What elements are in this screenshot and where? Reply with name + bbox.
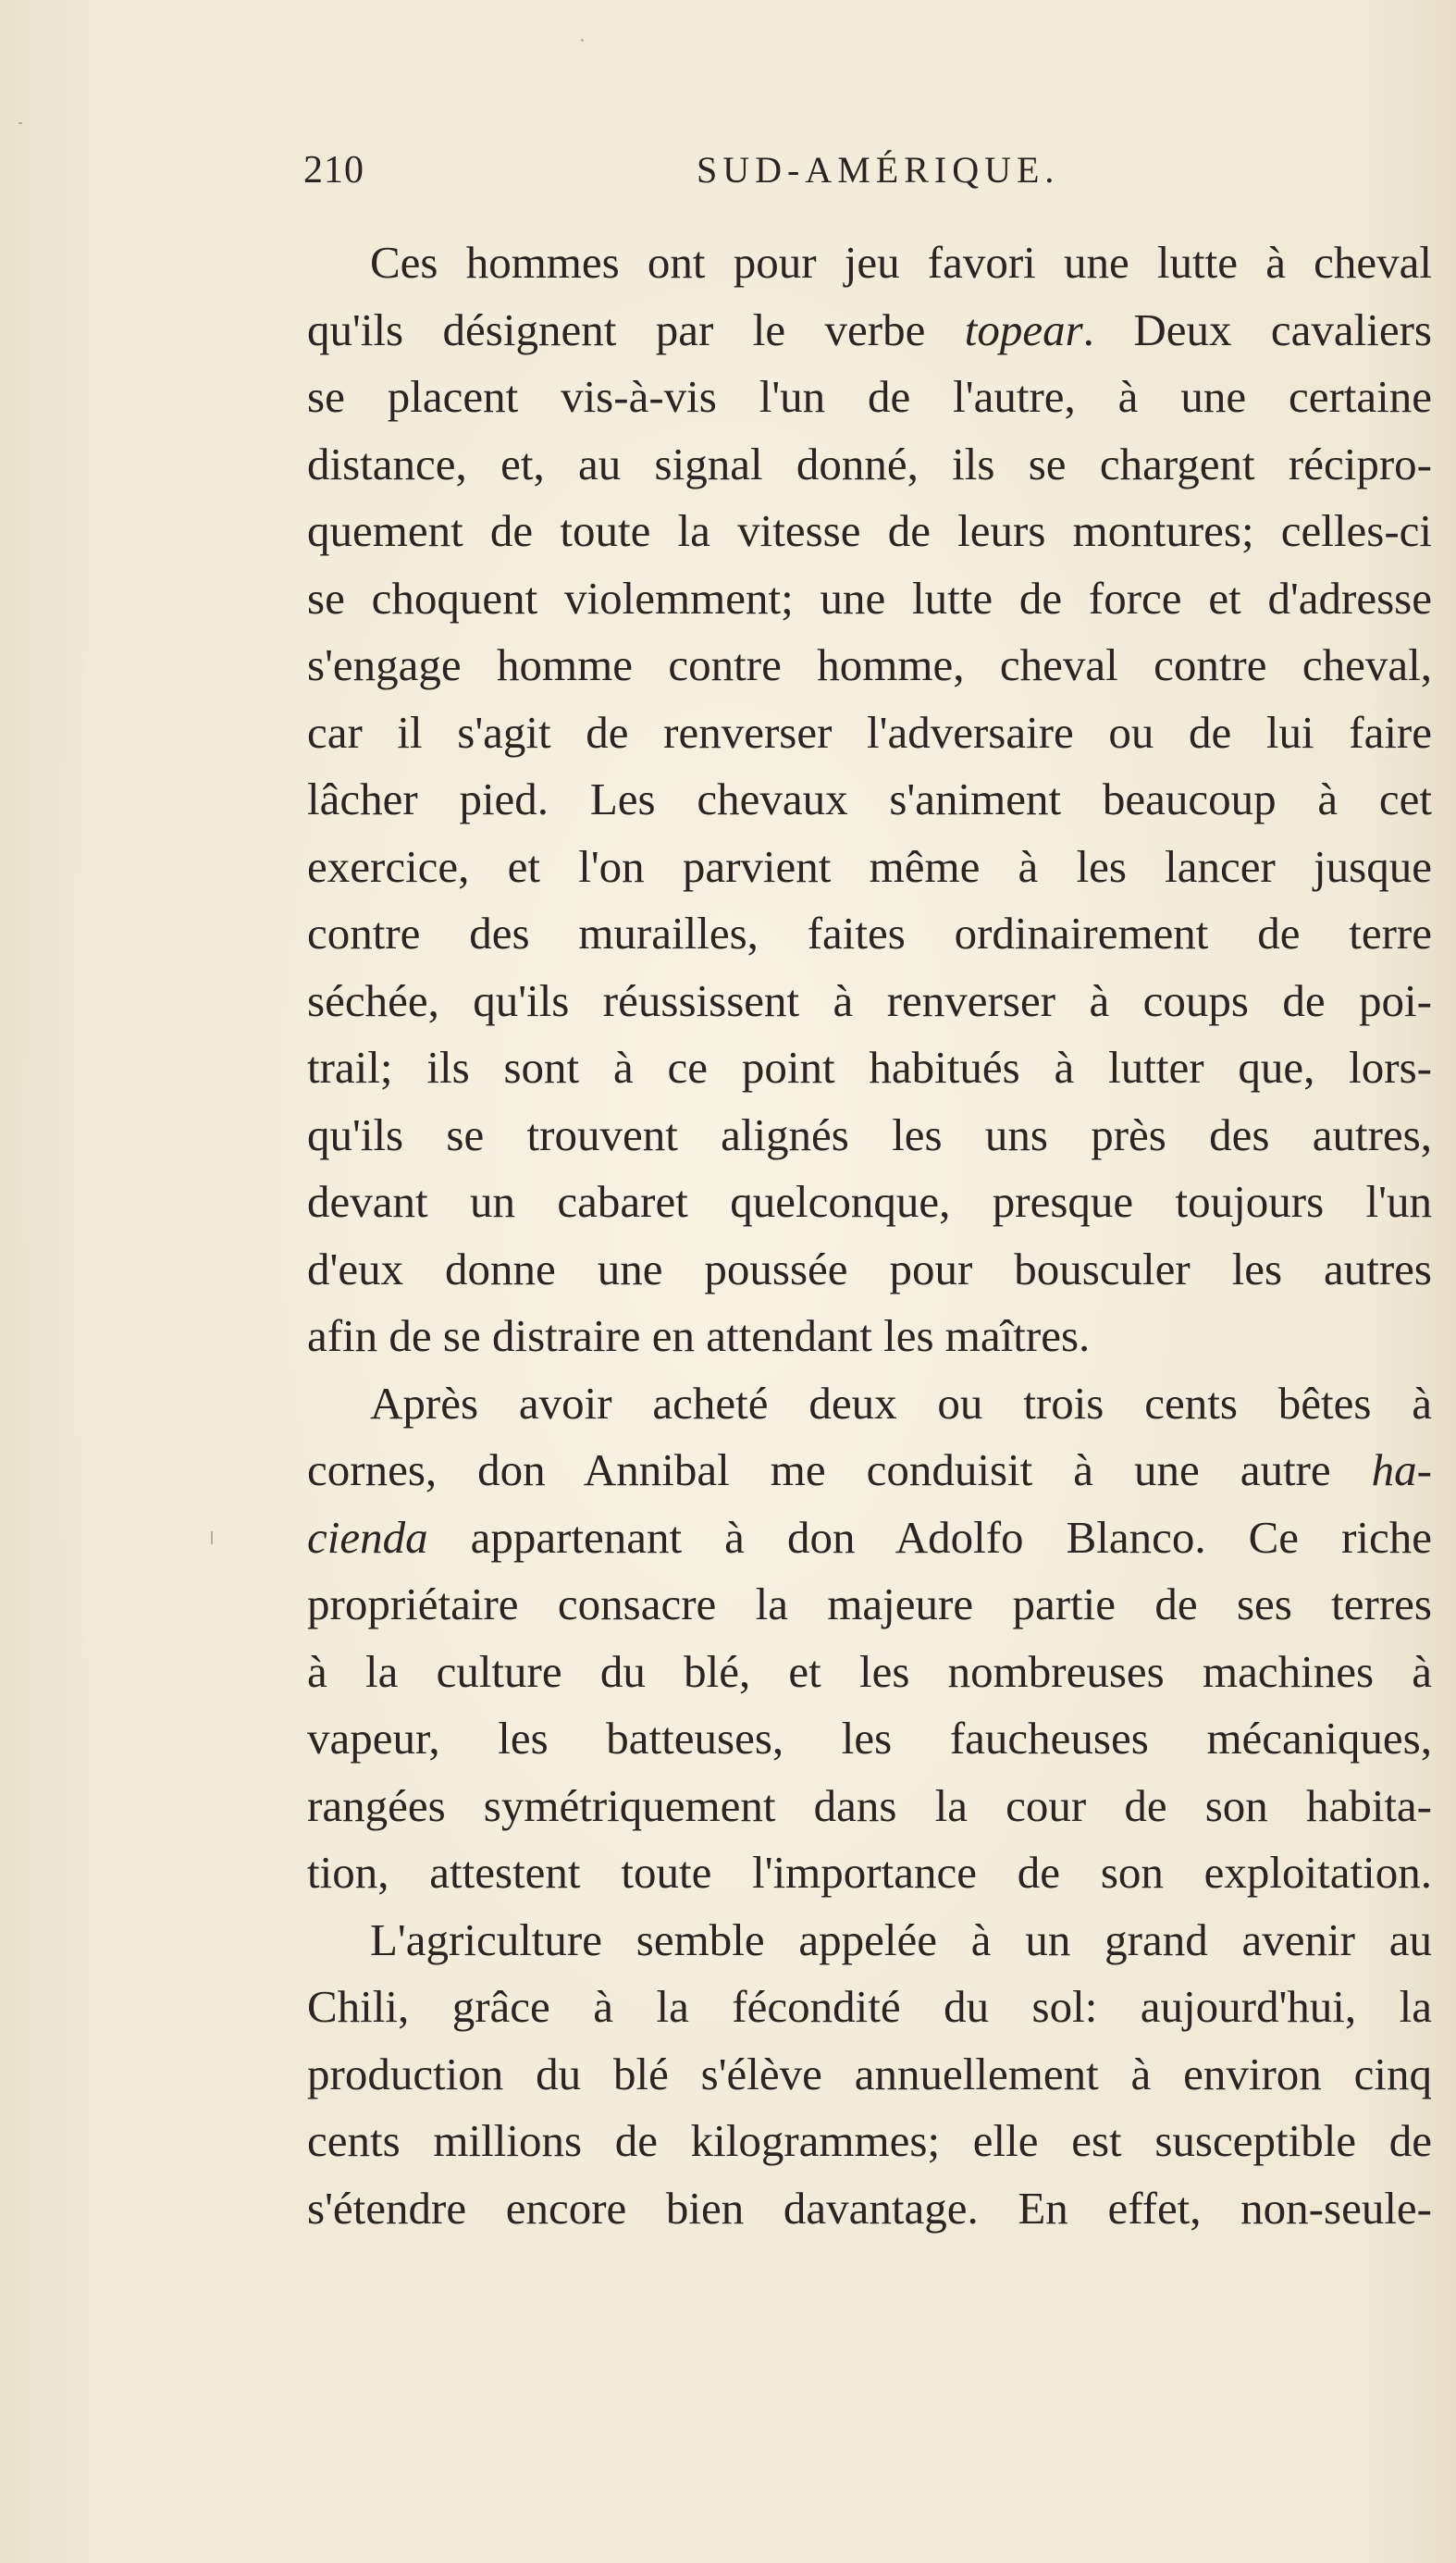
text-line: production du blé s'élève annuellement à environ cinq <box>307 2048 1432 2099</box>
text-line: Ces hommes ont pour jeu favori une lutte à cheval <box>370 237 1432 288</box>
text-line: à la culture du blé, et les nombreuses machines à <box>307 1645 1432 1697</box>
italic-term: topear <box>964 303 1083 355</box>
page-number: 210 <box>303 149 364 192</box>
text-line: cienda appartenant à don Adolfo Blanco. Ce riche <box>307 1511 1432 1563</box>
paper-speck <box>211 1531 213 1544</box>
text-line: distance, et, au signal donné, ils se chargent récipro- <box>307 438 1432 489</box>
text-line: se choquent violemment; une lutte de force et d'adresse <box>307 572 1432 624</box>
text-line: trail; ils sont à ce point habitués à lutter que, lors- <box>307 1042 1432 1093</box>
text-line: propriétaire consacre la majeure partie de ses terres <box>307 1579 1432 1629</box>
text-line: qu'ils se trouvent alignés les uns près des autres, <box>307 1108 1432 1160</box>
text-line: exercice, et l'on parvient même à les lancer jusque <box>307 840 1432 892</box>
text-line: qu'ils désignent par le verbe topear. Deux cavaliers <box>307 303 1432 355</box>
text-line: Chili, grâce à la fécondité du sol: aujourd'hui, la <box>307 1981 1432 2032</box>
text-line: devant un cabaret quelconque, presque toujours l'un <box>307 1176 1432 1227</box>
body-text <box>307 229 1432 2242</box>
running-title: SUD-AMÉRIQUE. <box>697 149 1060 191</box>
italic-term: ha- <box>1371 1444 1432 1495</box>
text-line: quement de toute la vitesse de leurs montures; celles-ci <box>307 505 1432 556</box>
text-line: rangées symétriquement dans la cour de son habita- <box>307 1779 1432 1831</box>
paper-speck <box>19 122 22 124</box>
text-line: Après avoir acheté deux ou trois cents bêtes à <box>370 1377 1432 1429</box>
text-line: d'eux donne une poussée pour bousculer les autres <box>307 1243 1432 1294</box>
text-line: car il s'agit de renverser l'adversaire ou de lui faire <box>307 706 1432 758</box>
text-line: cents millions de kilogrammes; elle est susceptible de <box>307 2115 1432 2166</box>
italic-term: cienda <box>307 1511 428 1563</box>
text-line: séchée, qu'ils réussissent à renverser à coups de poi- <box>307 974 1432 1026</box>
text-line: L'agriculture semble appelée à un grand avenir au <box>370 1913 1432 1965</box>
text-line: s'étendre encore bien davantage. En effet, non-seule- <box>307 2182 1432 2234</box>
text-line: lâcher pied. Les chevaux s'animent beaucoup à cet <box>307 774 1432 824</box>
text-line: s'engage homme contre homme, cheval contre cheval, <box>307 639 1432 690</box>
page-header <box>303 148 1434 204</box>
text-line: vapeur, les batteuses, les faucheuses mécaniques, <box>307 1713 1432 1764</box>
paper-speck <box>581 39 584 42</box>
text-line: tion, attestent toute l'importance de son exploitation. <box>307 1847 1432 1898</box>
text-line: se placent vis-à-vis l'un de l'autre, à une certaine <box>307 371 1432 422</box>
text-line: afin de se distraire en attendant les maîtres. <box>307 1310 1091 1361</box>
text-line: cornes, don Annibal me conduisit à une autre ha- <box>307 1444 1432 1495</box>
text-line: contre des murailles, faites ordinairement de terre <box>307 908 1432 959</box>
